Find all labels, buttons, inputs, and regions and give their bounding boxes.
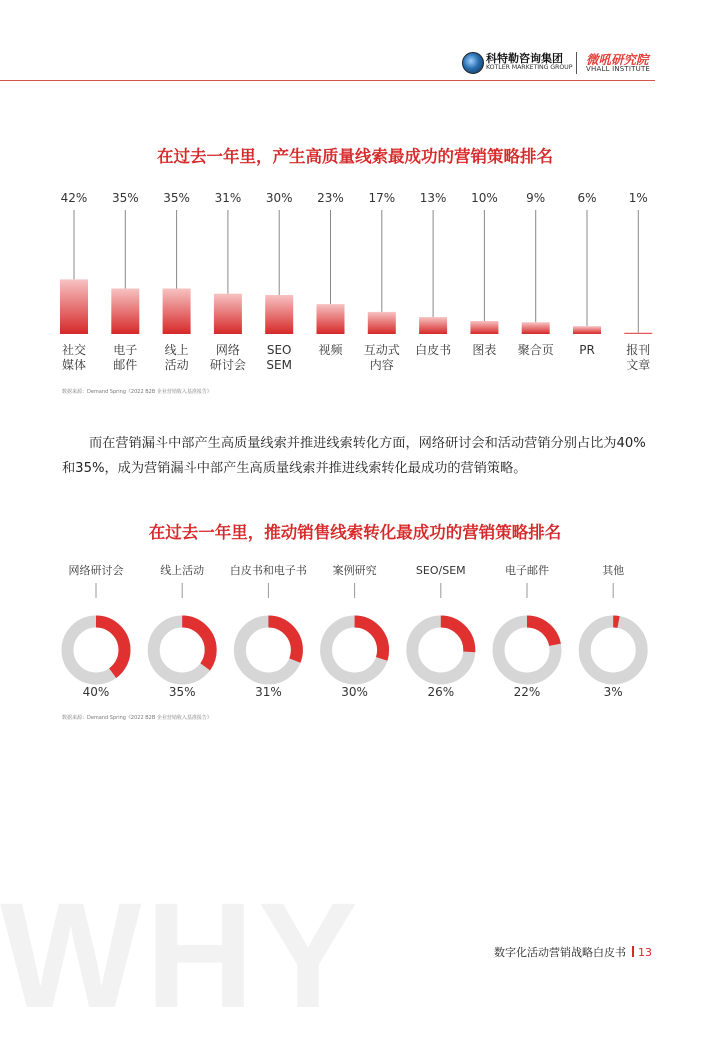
category-label: 研讨会 — [209, 358, 246, 372]
category-label: 活动 — [164, 358, 189, 372]
category-label: 社交 — [61, 343, 87, 357]
donut-category-label: 白皮书和电子书 — [229, 564, 307, 577]
bar-value-label: 35% — [163, 191, 190, 205]
category-label: 网络 — [215, 343, 240, 357]
donut-category-label: 案例研究 — [332, 564, 377, 577]
bar-value-label: 17% — [368, 191, 396, 205]
donut-chart-source: 数据来源：Demand Spring《2022 B2B 企业营销收入基准报告》 — [62, 715, 212, 721]
logo-divider — [576, 52, 577, 74]
bar-chart-source: 数据来源：Demand Spring《2022 B2B 企业营销收入基准报告》 — [62, 389, 212, 395]
body-paragraph — [62, 431, 662, 481]
category-label: 电子 — [113, 343, 138, 357]
bar-value-label: 1% — [628, 191, 648, 205]
vhall-name-cn: 微吼研究院 — [586, 52, 649, 67]
donut-value-label: 30% — [341, 685, 368, 699]
donut-value-label: 31% — [255, 685, 282, 699]
page-number: 13 — [638, 946, 652, 959]
bar-value-label: 6% — [577, 191, 597, 205]
category-label: 聚合页 — [517, 343, 554, 357]
donut-chart — [0, 555, 710, 715]
kotler-name-cn: 科特勒咨询集团 — [486, 52, 563, 65]
category-label: 互动式 — [363, 343, 400, 357]
bar-value-label: 30% — [265, 191, 293, 205]
donut-value-label: 22% — [513, 685, 541, 699]
watermark: WHY — [0, 871, 362, 1039]
globe-icon — [462, 52, 484, 74]
bar — [368, 312, 396, 334]
donut-category-label: 线上活动 — [160, 564, 205, 577]
bar-value-label: 31% — [214, 191, 242, 205]
category-label: 内容 — [369, 358, 394, 372]
category-label: 邮件 — [113, 358, 138, 372]
bar — [265, 295, 293, 334]
bar-value-label: 42% — [60, 191, 88, 205]
vhall-name-en: VHALL INSTITUTE — [586, 65, 651, 73]
bar-value-label: 35% — [111, 191, 139, 205]
page-footer — [494, 944, 652, 960]
category-label: 线上 — [164, 343, 189, 357]
bar-value-label: 10% — [471, 191, 498, 205]
bar — [573, 326, 601, 334]
paragraph-line-1: 而在营销漏斗中部产生高质量线索并推进线索转化方面，网络研讨会和活动营销分别占比为40% — [89, 436, 646, 451]
paragraph-line-2: 和35%，成为营销漏斗中部产生高质量线索并推进线索转化最成功的营销策略。 — [62, 461, 527, 476]
bar — [163, 289, 191, 335]
footer-title: 数字化活动营销战略白皮书 — [494, 946, 626, 959]
donut-category-label: 其他 — [602, 564, 625, 577]
category-label: SEM — [266, 358, 292, 372]
donut-value-label: 40% — [82, 685, 110, 699]
footer-divider — [632, 946, 634, 957]
donut-category-label: 网络研讨会 — [68, 564, 124, 577]
kotler-logo — [462, 50, 572, 76]
donut-value-label: 3% — [603, 685, 623, 699]
bar — [470, 321, 498, 334]
bar — [60, 279, 88, 334]
page-header — [0, 0, 710, 82]
donut-category-label: 电子邮件 — [505, 564, 549, 577]
bar-value-label: 9% — [526, 191, 546, 205]
bar — [522, 322, 550, 334]
bar — [419, 317, 447, 334]
category-label: 白皮书 — [415, 343, 452, 357]
bar — [214, 294, 242, 334]
header-rule — [0, 80, 655, 81]
category-label: PR — [579, 343, 595, 357]
bar-value-label: 23% — [317, 191, 344, 205]
category-label: 图表 — [472, 343, 497, 357]
bar — [111, 289, 139, 335]
bar-chart-title: 在过去一年里，产生高质量线索最成功的营销策略排名 — [157, 147, 553, 166]
bar-chart — [0, 180, 710, 380]
category-label: 文章 — [626, 358, 651, 372]
bar — [317, 304, 345, 334]
vhall-logo — [586, 50, 656, 76]
category-label: 报刊 — [626, 343, 651, 357]
donut-track — [585, 622, 642, 679]
donut-value-label: 35% — [168, 685, 196, 699]
bar — [624, 333, 652, 335]
donut-value-label: 26% — [427, 685, 455, 699]
category-label: 视频 — [318, 343, 343, 357]
kotler-name-en: KOTLER MARKETING GROUP — [486, 64, 573, 71]
bar-value-label: 13% — [419, 191, 447, 205]
donut-category-label: SEO/SEM — [415, 564, 466, 577]
category-label: 媒体 — [61, 358, 87, 372]
category-label: SEO — [266, 343, 292, 357]
donut-chart-title: 在过去一年里，推动销售线索转化最成功的营销策略排名 — [148, 523, 562, 542]
